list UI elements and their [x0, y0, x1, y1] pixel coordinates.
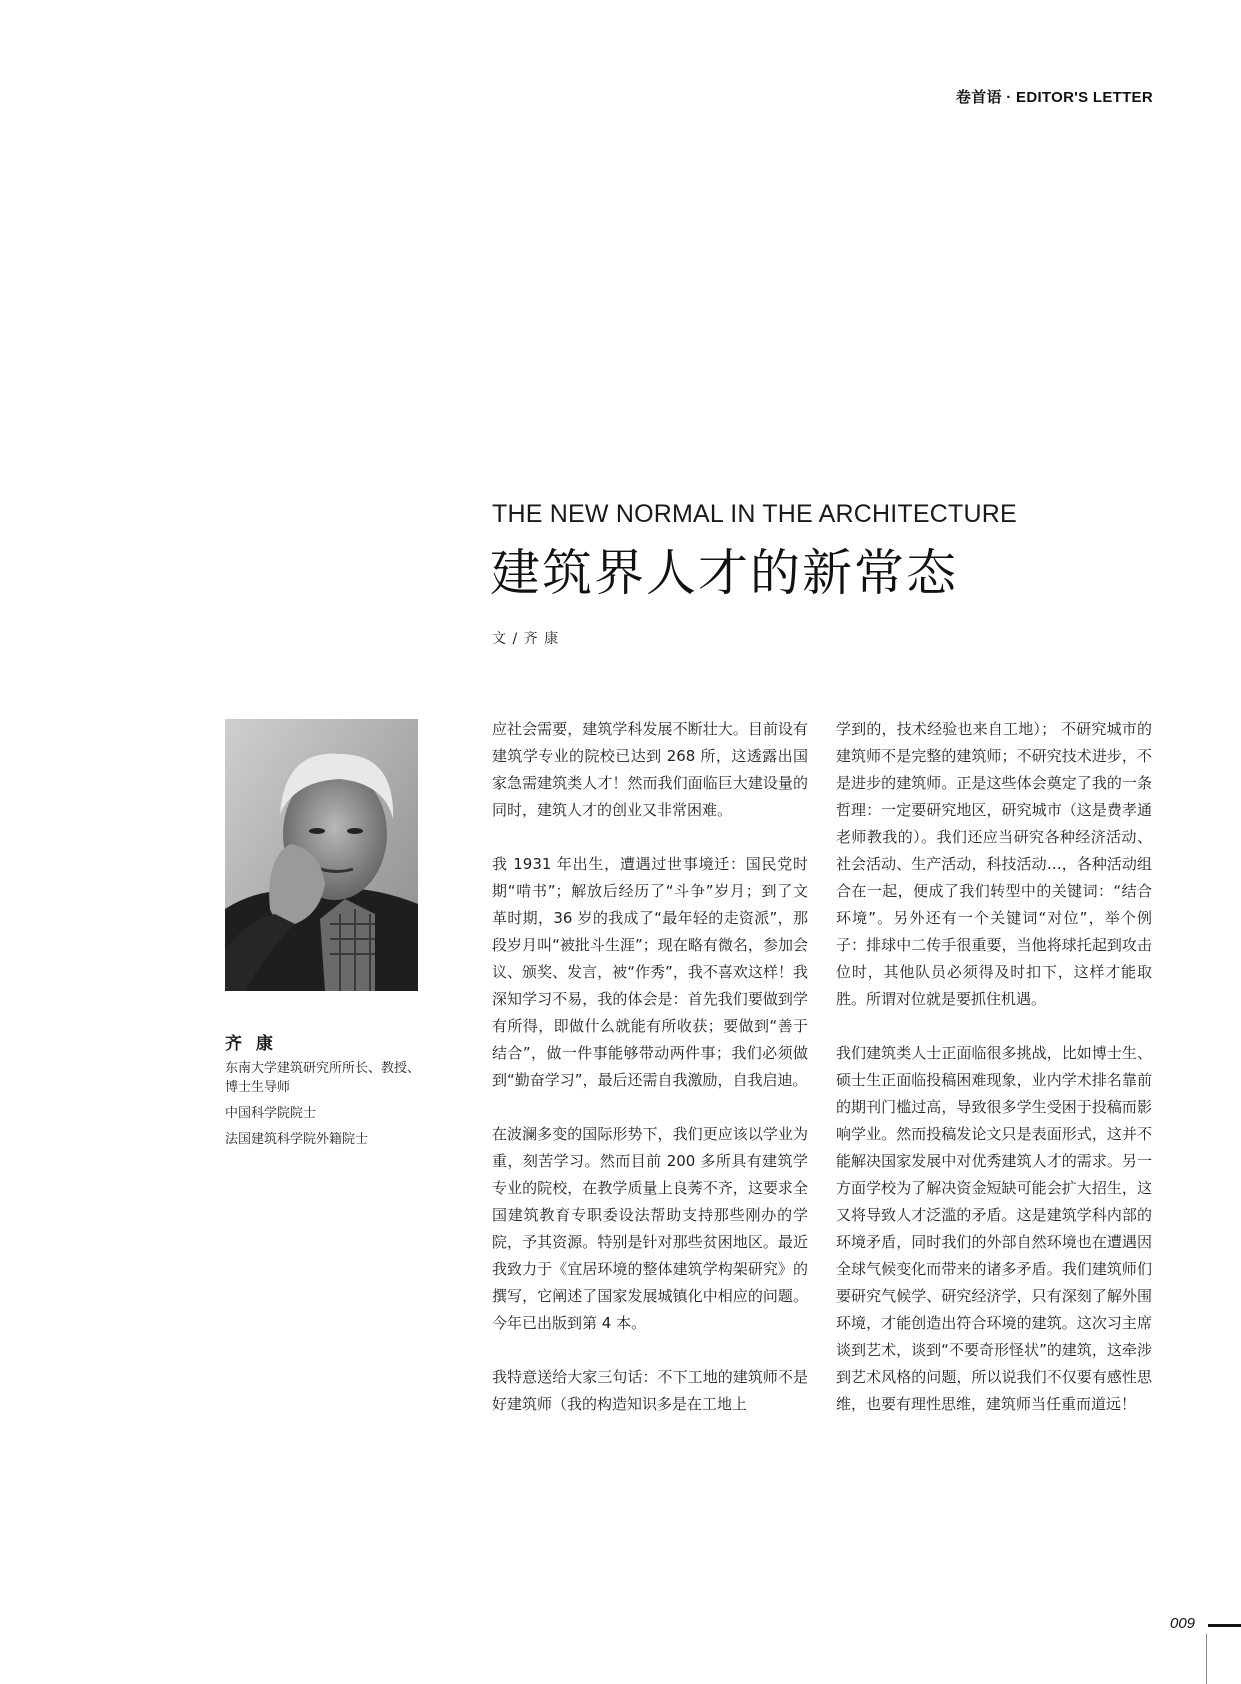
- page-divider: [1206, 1634, 1207, 1684]
- author-honor: 中国科学院院士: [225, 1106, 317, 1121]
- body-column-2: [836, 716, 1152, 1445]
- paragraph: 学到的，技术经验也来自工地）； 不研究城市的建筑师不是完整的建筑师；不研究技术进步，不是进步的建筑师。正是这些体会奠定了我的一条哲理：一定要研究地区，研究城市（这是费孝通老师教我的）。我们还应当研究各种经济活动、社会活动、生产活动，科技活动…，各种活动组合在一起，便成了我们转型中的关键词：“结合环境”。另外还有一个关键词“对位”，举个例子：排球中二传手很重要，当他将球托起到攻击位时，其他队员必须得及时扣下，这样才能取胜。所谓对位就是要抓住机遇。: [836, 720, 1152, 1008]
- paragraph: 我特意送给大家三句话：不下工地的建筑师不是好建筑师（我的构造知识多是在工地上: [492, 1368, 808, 1413]
- article-title-chinese: 建筑界人才的新常态: [490, 544, 958, 602]
- article-byline: 文 / 齐 康: [492, 631, 560, 647]
- paragraph: 在波澜多变的国际形势下，我们更应该以学业为重，刻苦学习。然而目前 200 多所具有建筑学专业的院校，在教学质量上良莠不齐，这要求全国建筑教育专职委设法帮助支持那些刚办的学院，予其资源。特别是针对那些贫困地区。最近我致力于《宜居环境的整体建筑学构架研究》的撰写，它阐述了国家发展城镇化中相应的问题。今年已出版到第 4 本。: [492, 1125, 808, 1332]
- author-name: 齐 康: [225, 1034, 277, 1054]
- body-column-1: [492, 716, 808, 1445]
- paragraph: 我们建筑类人士正面临很多挑战，比如博士生、硕士生正面临投稿困难现象，业内学术排名靠前的期刊门槛过高，导致很多学生受困于投稿而影响学业。然而投稿发论文只是表面形式，这并不能解决国家发展中对优秀建筑人才的需求。另一方面学校为了解决资金短缺可能会扩大招生，这又将导致人才泛滥的矛盾。这是建筑学科内部的环境矛盾，同时我们的外部自然环境也在遭遇因全球气候变化而带来的诸多矛盾。我们建筑师们要研究气候学、研究经济学，只有深刻了解外围环境，才能创造出符合环境的建筑。这次习主席谈到艺术，谈到“不要奇形怪状”的建筑，这牵涉到艺术风格的问题，所以说我们不仅要有感性思维，也要有理性思维，建筑师当任重而道远！: [836, 1044, 1152, 1413]
- page-rule: [1208, 1624, 1241, 1627]
- section-label: 卷首语 · EDITOR'S LETTER: [955, 89, 1153, 106]
- author-title: 东南大学建筑研究所所长、教授、博士生导师: [225, 1061, 421, 1095]
- paragraph: 应社会需要，建筑学科发展不断壮大。目前设有建筑学专业的院校已达到 268 所，这透露出国家急需建筑类人才！然而我们面临巨大建设量的同时，建筑人才的创业又非常困难。: [492, 720, 808, 819]
- article-title-english: THE NEW NORMAL IN THE ARCHITECTURE: [492, 500, 1017, 528]
- portrait-photo-icon: [225, 719, 418, 991]
- paragraph: 我 1931 年出生，遭遇过世事境迁：国民党时期“啃书”；解放后经历了“斗争”岁月；到了文革时期，36 岁的我成了“最年轻的走资派”，那段岁月叫“被批斗生涯”；现在略有微名，参加会议、颁奖、发言，被“作秀”，我不喜欢这样！我深知学习不易，我的体会是：首先我们要做到学有所得，即做什么就能有所收获；要做到“善于结合”，做一件事能够带动两件事；我们必须做到“勤奋学习”，最后还需自我激励，自我启迪。: [492, 855, 808, 1089]
- author-info: [225, 1059, 425, 1156]
- author-honor: 法国建筑科学院外籍院士: [225, 1132, 369, 1147]
- page-number: 009: [1170, 1615, 1196, 1632]
- author-portrait: [225, 719, 418, 991]
